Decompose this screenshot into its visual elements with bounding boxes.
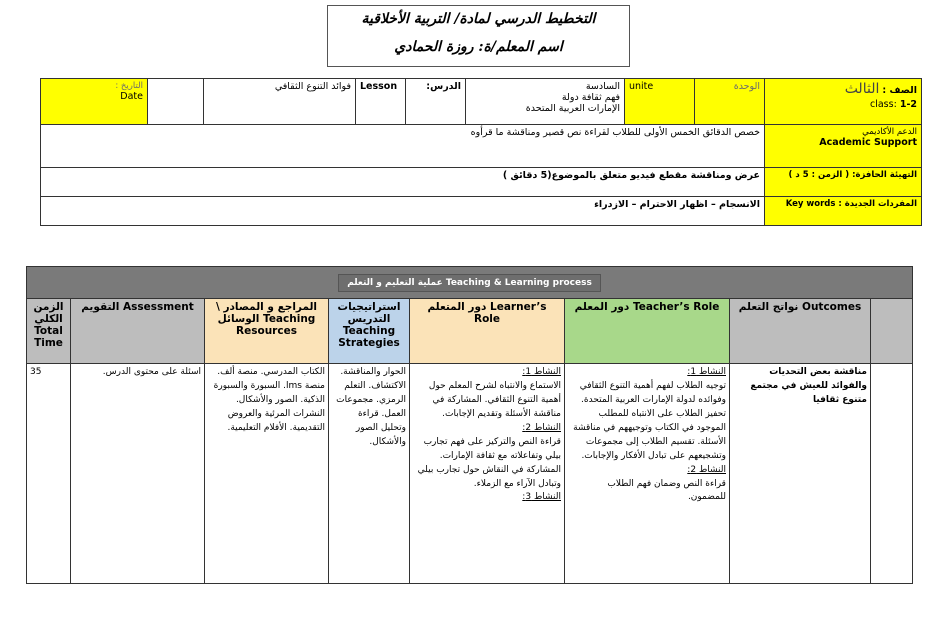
- teacher-name: اسم المعلم/ة: روزة الحمادي: [394, 39, 563, 55]
- resources-text: الكتاب المدرسي. منصة ألف. منصة lms. السبورة والسبورة الذكية. الصور والأشكال. النشرات المرئية والعروض التقديمية. الأفلام التعليمية.: [205, 364, 329, 584]
- teacher-activity1-text: توجيه الطلاب لفهم أهمية التنوع الثقافي وفوائده لدولة الإمارات العربية المتحدة. تحفيز الطلاب على الانتباه للمطلب الموجود في الكتاب وتوجيههم في مناقشة الأسئلة. تقسيم الطلاب إلى مجموعات وتشجيعهم على تبادل الأفكار والإجابات.: [573, 380, 726, 461]
- strategies-text: الحوار والمناقشة. الاكتشاف. التعلم الرمزي. مجموعات العمل. قراءة وتحليل الصور والأشكال.: [329, 364, 410, 584]
- keywords-text: الانسجام – اظهار الاحترام – الازدراء: [41, 197, 765, 226]
- blank-cell: [871, 364, 913, 584]
- class-label: class:: [870, 99, 897, 110]
- unit-value-line2: فهم ثقافة دولة: [561, 92, 620, 103]
- outcomes-text: مناقشة بعض التحديات والفوائد للعيش في مجتمع متنوع ثقافيا: [730, 364, 871, 584]
- col-resources: المراجع و المصادر \ الوسائل Teaching Resources: [205, 299, 329, 364]
- teacher-role: [565, 364, 730, 584]
- teaching-process-table: [26, 266, 913, 584]
- learner-activity1-text: الاستماع والانتباه لشرح المعلم حول أهمية التنوع الثقافي. المشاركة في مناقشة الأسئلة وتقديم الإجابات.: [428, 380, 561, 419]
- date-label-en: Date: [120, 91, 143, 102]
- teacher-activity2-text: قراءة النص وضمان فهم الطلاب للمضمون.: [607, 478, 726, 503]
- unit-value-line1: السادسة: [585, 81, 620, 92]
- academic-label-en: Academic Support: [819, 137, 917, 148]
- learner-role: [410, 364, 565, 584]
- learner-activity3-title: النشاط 3:: [522, 492, 561, 503]
- subject-title: التخطيط الدرسي لمادة/ التربية الأخلاقية: [361, 11, 596, 27]
- unit-value-line3: الإمارات العربية المتحدة: [525, 103, 620, 114]
- col-time: الزمن الكلي Total Time: [27, 299, 71, 364]
- lesson-en-label: Lesson: [356, 79, 406, 125]
- col-blank: [871, 299, 913, 364]
- warmup-text: عرض ومناقشة مقطع فيديو متعلق بالموضوع(5 دقائق ): [41, 168, 765, 197]
- lesson-value: فوائد التنوع الثقافي: [204, 79, 356, 125]
- col-strategies: استراتيجيات التدريس Teaching Strategies: [329, 299, 410, 364]
- academic-label-ar: الدعم الأكاديمي: [862, 127, 917, 137]
- process-banner-label: عملية التعليم و التعلم Teaching & Learning process: [338, 274, 601, 292]
- assessment-text: اسئلة على محتوى الدرس.: [71, 364, 205, 584]
- academic-support-label: [765, 125, 922, 168]
- col-assessment: التقويم Assessment: [71, 299, 205, 364]
- learner-activity1-title: النشاط 1:: [522, 367, 561, 377]
- learner-activity2-text: قراءة النص والتركيز على فهم تجارب بيلي وتفاعلاته مع ثقافة الإمارات. المشاركة في النقاش حول تجارب بيلي وتبادل الآراء مع الزملاء.: [417, 436, 561, 489]
- unit-en-label: unite: [625, 79, 695, 125]
- lesson-ar-label: الدرس:: [406, 79, 466, 125]
- grade-label: الصف :: [882, 85, 917, 96]
- col-teacher: دور المعلم Teacher’s Role: [565, 299, 730, 364]
- lesson-header-table: [40, 78, 922, 226]
- academic-support-text: خصص الدقائق الخمس الأولى للطلاب لقراءة نص قصير ومناقشة ما قرأوه: [41, 125, 765, 168]
- unit-value: [466, 79, 625, 125]
- warmup-label: التهيئة الحافزة: ( الزمن : 5 د ): [765, 168, 922, 197]
- title-box: [327, 5, 630, 67]
- learner-activity2-title: النشاط 2:: [522, 422, 561, 433]
- date-cell: [41, 79, 148, 125]
- keywords-label: المفردات الجديدة : Key words: [765, 197, 922, 226]
- class-value: 1-2: [899, 99, 917, 110]
- process-banner: [27, 267, 913, 299]
- grade-cell: [765, 79, 922, 125]
- date-value: [148, 79, 204, 125]
- date-label-ar: التاريخ :: [115, 81, 143, 91]
- time-value: 35: [27, 364, 71, 584]
- col-learner: دور المتعلم Learner’s Role: [410, 299, 565, 364]
- teacher-activity1-title: النشاط 1:: [687, 367, 726, 377]
- col-outcomes: نواتج التعلم Outcomes: [730, 299, 871, 364]
- unit-ar-label: الوحدة: [695, 79, 765, 125]
- grade-value: الثالث: [844, 81, 880, 97]
- teacher-activity2-title: النشاط 2:: [687, 464, 726, 475]
